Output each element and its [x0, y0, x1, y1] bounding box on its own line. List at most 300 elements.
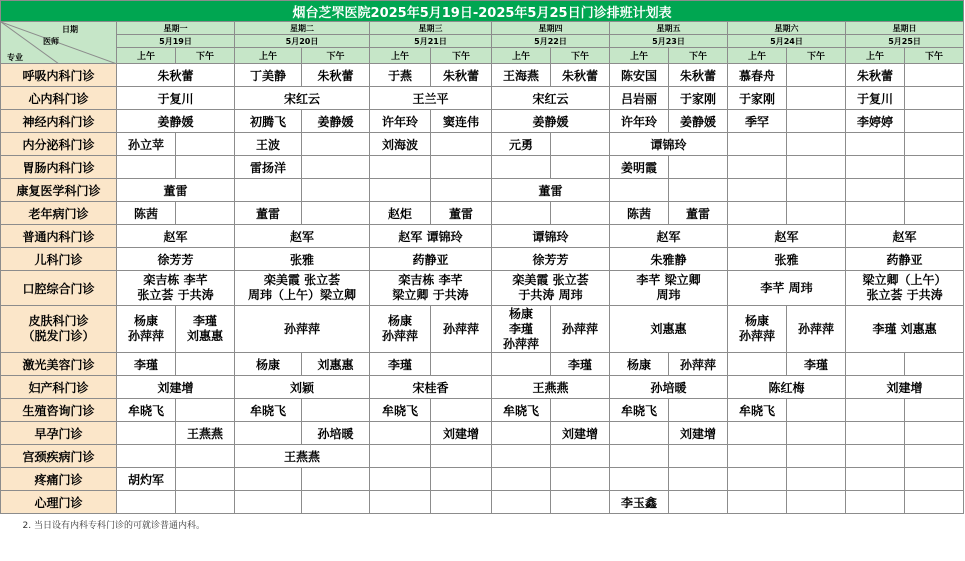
schedule-cell: 董雷 [117, 179, 235, 202]
schedule-cell: 牟晓飞 [492, 399, 551, 422]
schedule-cell [905, 399, 964, 422]
schedule-cell: 牟晓飞 [235, 399, 302, 422]
schedule-row [1, 248, 964, 271]
am-header: 上午 [492, 48, 551, 64]
schedule-cell [610, 271, 728, 306]
schedule-cell: 李瑾 [787, 353, 846, 376]
schedule-cell [846, 306, 964, 353]
schedule-cell [551, 445, 610, 468]
schedule-cell: 于复川 [846, 87, 905, 110]
schedule-cell: 于燕 [370, 64, 431, 87]
schedule-cell [370, 422, 431, 445]
schedule-cell [905, 468, 964, 491]
schedule-cell [431, 306, 492, 353]
doctor-line: 孙萍萍 [283, 321, 320, 336]
corner-dept-label: 专业 [7, 53, 23, 62]
schedule-cell: 刘海波 [370, 133, 431, 156]
schedule-cell [235, 271, 370, 306]
schedule-cell [728, 179, 787, 202]
schedule-cell [492, 422, 551, 445]
schedule-cell: 赵炬 [370, 202, 431, 225]
schedule-cell: 姜明霞 [610, 156, 669, 179]
schedule-cell [846, 179, 905, 202]
schedule-cell [492, 468, 551, 491]
schedule-cell: 赵军 [846, 225, 964, 248]
schedule-cell [787, 156, 846, 179]
schedule-row [1, 202, 964, 225]
schedule-cell [728, 445, 787, 468]
schedule-cell: 杨康 [610, 353, 669, 376]
schedule-cell [176, 468, 235, 491]
schedule-cell [176, 306, 235, 353]
date-header: 5月19日 [117, 35, 235, 48]
schedule-cell [302, 468, 370, 491]
schedule-cell: 朱秋蕾 [551, 64, 610, 87]
schedule-cell [728, 491, 787, 514]
weekday-header: 星期五 [610, 22, 728, 35]
schedule-row [1, 271, 964, 306]
pm-header: 下午 [431, 48, 492, 64]
dept-name: 内分泌科门诊 [1, 133, 117, 156]
schedule-cell [846, 445, 905, 468]
header-corner [1, 22, 117, 64]
am-header: 上午 [728, 48, 787, 64]
schedule-cell: 孙培暖 [302, 422, 370, 445]
schedule-cell [787, 399, 846, 422]
schedule-cell [370, 491, 431, 514]
dept-name: 口腔综合门诊 [1, 271, 117, 306]
schedule-cell [787, 422, 846, 445]
dept-name: 胃肠内科门诊 [1, 156, 117, 179]
schedule-cell [905, 110, 964, 133]
schedule-row [1, 87, 964, 110]
schedule-cell [728, 306, 787, 353]
schedule-cell [302, 156, 370, 179]
date-header: 5月20日 [235, 35, 370, 48]
schedule-cell [370, 445, 431, 468]
schedule-cell: 姜静媛 [669, 110, 728, 133]
dept-name: 生殖咨询门诊 [1, 399, 117, 422]
schedule-cell: 李婷婷 [846, 110, 905, 133]
schedule-cell [176, 156, 235, 179]
schedule-cell [728, 422, 787, 445]
schedule-cell: 孙培暖 [610, 376, 728, 399]
schedule-cell [302, 491, 370, 514]
schedule-cell [610, 306, 728, 353]
schedule-cell [669, 468, 728, 491]
date-header: 5月21日 [370, 35, 492, 48]
doctor-line: 刘惠惠 [650, 321, 687, 336]
schedule-cell: 刘建增 [431, 422, 492, 445]
schedule-cell [176, 445, 235, 468]
doctor-line: 孙萍萍 [502, 336, 539, 351]
schedule-cell: 初腾飞 [235, 110, 302, 133]
dept-name [1, 306, 117, 353]
schedule-row [1, 399, 964, 422]
schedule-cell [728, 468, 787, 491]
schedule-cell [302, 202, 370, 225]
schedule-cell [235, 491, 302, 514]
schedule-cell [302, 179, 370, 202]
schedule-cell [610, 179, 669, 202]
date-header: 5月24日 [728, 35, 846, 48]
schedule-cell: 徐芳芳 [117, 248, 235, 271]
schedule-cell [235, 422, 302, 445]
schedule-cell: 牟晓飞 [610, 399, 669, 422]
schedule-cell [846, 468, 905, 491]
doctor-line: 杨康 [387, 314, 412, 328]
schedule-cell [728, 156, 787, 179]
am-header: 上午 [610, 48, 669, 64]
schedule-cell: 赵军 [728, 225, 846, 248]
schedule-cell [302, 133, 370, 156]
schedule-cell: 刘建增 [117, 376, 235, 399]
schedule-cell [787, 87, 846, 110]
schedule-cell [728, 353, 787, 376]
schedule-cell: 赵军 [235, 225, 370, 248]
schedule-cell [117, 306, 176, 353]
corner-date-label: 日期 [62, 25, 78, 34]
schedule-row [1, 110, 964, 133]
schedule-cell [905, 422, 964, 445]
footnote: 2. 当日设有内科专科门诊的可就诊普通内科。 [22, 520, 205, 531]
schedule-cell: 王燕燕 [176, 422, 235, 445]
schedule-cell: 赵军 [117, 225, 235, 248]
schedule-cell [846, 133, 905, 156]
schedule-row [1, 133, 964, 156]
schedule-cell: 李瑾 [551, 353, 610, 376]
schedule-cell: 雷扬洋 [235, 156, 302, 179]
schedule-cell [846, 399, 905, 422]
dept-name: 神经内科门诊 [1, 110, 117, 133]
schedule-row [1, 225, 964, 248]
schedule-cell [551, 468, 610, 491]
schedule-cell [787, 202, 846, 225]
schedule-cell: 董雷 [235, 202, 302, 225]
doctor-line: 栾吉栋 李芊 [143, 273, 208, 287]
dept-name: 激光美容门诊 [1, 353, 117, 376]
schedule-cell: 丁美静 [235, 64, 302, 87]
schedule-cell: 孙萍萍 [669, 353, 728, 376]
schedule-cell: 赵军 谭锦玲 [370, 225, 492, 248]
schedule-cell [669, 179, 728, 202]
schedule-cell: 元勇 [492, 133, 551, 156]
schedule-cell [492, 156, 551, 179]
schedule-cell [905, 445, 964, 468]
dept-name: 宫颈疾病门诊 [1, 445, 117, 468]
schedule-cell [370, 271, 492, 306]
table-title: 烟台芝罘医院2025年5月19日-2025年5月25日门诊排班计划表 [1, 1, 964, 22]
schedule-cell [787, 468, 846, 491]
schedule-cell [905, 64, 964, 87]
doctor-line: 杨康 [744, 314, 769, 328]
doctor-line: 栾美霞 张立荟 [512, 273, 589, 287]
schedule-cell: 姜静媛 [117, 110, 235, 133]
schedule-cell: 姜静媛 [492, 110, 610, 133]
pm-header: 下午 [787, 48, 846, 64]
doctor-line: 刘惠惠 [186, 329, 223, 343]
doctor-line: 李瑾 [508, 321, 533, 336]
schedule-cell: 药静亚 [846, 248, 964, 271]
schedule-row [1, 156, 964, 179]
schedule-cell [787, 491, 846, 514]
schedule-cell [117, 156, 176, 179]
schedule-cell: 窦连伟 [431, 110, 492, 133]
doctor-line: 杨康 [508, 306, 533, 321]
schedule-cell: 陈茜 [610, 202, 669, 225]
schedule-cell: 季罕 [728, 110, 787, 133]
schedule-cell [669, 491, 728, 514]
schedule-cell: 宋桂香 [370, 376, 492, 399]
doctor-line: 李瑾 [192, 314, 217, 328]
schedule-cell [176, 353, 235, 376]
schedule-cell [905, 491, 964, 514]
doctor-line: 张立荟 于共涛 [866, 288, 943, 302]
schedule-cell: 于家刚 [728, 87, 787, 110]
schedule-cell [431, 179, 492, 202]
schedule-cell [431, 445, 492, 468]
doctor-line: 李芊 梁立卿 [636, 273, 701, 287]
schedule-cell [431, 156, 492, 179]
schedule-cell: 王燕燕 [492, 376, 610, 399]
schedule-cell [846, 202, 905, 225]
schedule-cell [551, 491, 610, 514]
schedule-cell [787, 179, 846, 202]
dept-subname-line: （脱发门诊） [22, 329, 95, 343]
date-header: 5月23日 [610, 35, 728, 48]
schedule-cell: 张雅 [235, 248, 370, 271]
schedule-cell [787, 64, 846, 87]
schedule-cell [846, 491, 905, 514]
schedule-cell [787, 306, 846, 353]
am-header: 上午 [235, 48, 302, 64]
schedule-cell [905, 202, 964, 225]
schedule-cell [370, 468, 431, 491]
schedule-cell: 朱秋蕾 [846, 64, 905, 87]
date-header: 5月25日 [846, 35, 964, 48]
schedule-cell: 刘建增 [551, 422, 610, 445]
schedule-row [1, 353, 964, 376]
schedule-cell: 刘建增 [846, 376, 964, 399]
schedule-row [1, 445, 964, 468]
schedule-cell [176, 133, 235, 156]
schedule-cell: 朱秋蕾 [117, 64, 235, 87]
doctor-line: 孙萍萍 [561, 321, 598, 336]
schedule-cell: 许年玲 [610, 110, 669, 133]
doctor-line: 梁立卿 于共涛 [392, 288, 469, 302]
am-header: 上午 [846, 48, 905, 64]
schedule-cell [492, 271, 610, 306]
doctor-line: 孙萍萍 [381, 329, 418, 343]
schedule-cell [492, 445, 551, 468]
schedule-cell [846, 353, 905, 376]
schedule-cell: 王海燕 [492, 64, 551, 87]
schedule-cell [905, 87, 964, 110]
weekday-header: 星期二 [235, 22, 370, 35]
schedule-cell [492, 306, 551, 353]
schedule-cell [431, 468, 492, 491]
schedule-cell [669, 156, 728, 179]
date-header: 5月22日 [492, 35, 610, 48]
dept-name: 康复医学科门诊 [1, 179, 117, 202]
schedule-cell [302, 399, 370, 422]
pm-header: 下午 [905, 48, 964, 64]
schedule-cell [370, 306, 431, 353]
schedule-cell [431, 133, 492, 156]
schedule-cell: 宋红云 [235, 87, 370, 110]
schedule-cell: 董雷 [669, 202, 728, 225]
schedule-cell [370, 156, 431, 179]
schedule-cell [905, 353, 964, 376]
schedule-cell [117, 271, 235, 306]
doctor-line: 李芊 周玮 [760, 280, 813, 295]
schedule-cell [370, 179, 431, 202]
schedule-row [1, 422, 964, 445]
schedule-cell [235, 306, 370, 353]
schedule-cell: 宋红云 [492, 87, 610, 110]
schedule-row [1, 179, 964, 202]
schedule-cell [728, 202, 787, 225]
schedule-cell [235, 468, 302, 491]
doctor-line: 栾吉栋 李芊 [398, 273, 463, 287]
am-header: 上午 [370, 48, 431, 64]
schedule-cell [905, 179, 964, 202]
doctor-line: 梁立卿（上午） [862, 273, 947, 287]
doctor-line: 孙萍萍 [738, 329, 775, 343]
schedule-cell: 于复川 [117, 87, 235, 110]
doctor-line: 孙萍萍 [797, 321, 834, 336]
schedule-cell: 于家刚 [669, 87, 728, 110]
schedule-cell [551, 399, 610, 422]
dept-name: 心理门诊 [1, 491, 117, 514]
doctor-line: 周玮 [656, 288, 681, 302]
schedule-cell: 刘建增 [669, 422, 728, 445]
schedule-row [1, 468, 964, 491]
schedule-cell: 陈红梅 [728, 376, 846, 399]
schedule-cell [117, 422, 176, 445]
schedule-cell [728, 133, 787, 156]
doctor-line: 杨康 [133, 314, 158, 328]
schedule-cell [551, 156, 610, 179]
schedule-cell [492, 353, 551, 376]
schedule-cell [551, 202, 610, 225]
schedule-cell: 李瑾 [370, 353, 431, 376]
schedule-cell [787, 445, 846, 468]
dept-name: 儿科门诊 [1, 248, 117, 271]
schedule-cell: 胡灼军 [117, 468, 176, 491]
schedule-cell: 王兰平 [370, 87, 492, 110]
schedule-cell [669, 399, 728, 422]
schedule-cell: 药静亚 [370, 248, 492, 271]
schedule-cell [431, 353, 492, 376]
schedule-cell: 张雅 [728, 248, 846, 271]
weekday-header: 星期一 [117, 22, 235, 35]
doctor-line: 孙萍萍 [127, 329, 164, 343]
schedule-row [1, 376, 964, 399]
schedule-cell [551, 306, 610, 353]
schedule-row [1, 64, 964, 87]
schedule-cell [492, 202, 551, 225]
doctor-line: 于共涛 周玮 [518, 288, 583, 302]
weekday-header: 星期四 [492, 22, 610, 35]
schedule-cell: 李玉鑫 [610, 491, 669, 514]
schedule-cell: 赵军 [610, 225, 728, 248]
schedule-cell [235, 179, 302, 202]
schedule-cell: 许年玲 [370, 110, 431, 133]
dept-name: 妇产科门诊 [1, 376, 117, 399]
doctor-line: 张立荟 于共涛 [137, 288, 214, 302]
schedule-cell: 刘颖 [235, 376, 370, 399]
schedule-cell [551, 133, 610, 156]
schedule-cell [905, 156, 964, 179]
schedule-cell [905, 133, 964, 156]
dept-name: 早孕门诊 [1, 422, 117, 445]
schedule-cell [117, 491, 176, 514]
schedule-cell: 董雷 [431, 202, 492, 225]
doctor-line: 孙萍萍 [442, 321, 479, 336]
dept-name-line: 皮肤科门诊 [28, 314, 89, 328]
schedule-cell [431, 399, 492, 422]
schedule-cell: 杨康 [235, 353, 302, 376]
schedule-cell [610, 468, 669, 491]
schedule-cell: 陈安国 [610, 64, 669, 87]
schedule-cell [846, 422, 905, 445]
dept-name: 呼吸内科门诊 [1, 64, 117, 87]
schedule-cell [431, 491, 492, 514]
schedule-cell: 朱雅静 [610, 248, 728, 271]
pm-header: 下午 [302, 48, 370, 64]
pm-header: 下午 [551, 48, 610, 64]
schedule-cell: 董雷 [492, 179, 610, 202]
schedule-cell: 牟晓飞 [117, 399, 176, 422]
doctor-line: 李瑾 刘惠惠 [872, 321, 937, 336]
pm-header: 下午 [176, 48, 235, 64]
pm-header: 下午 [669, 48, 728, 64]
schedule-cell: 朱秋蕾 [431, 64, 492, 87]
doctor-line: 栾美霞 张立荟 [263, 273, 341, 287]
schedule-cell: 牟晓飞 [728, 399, 787, 422]
schedule-row [1, 491, 964, 514]
schedule-cell: 刘惠惠 [302, 353, 370, 376]
schedule-cell: 慕春舟 [728, 64, 787, 87]
schedule-cell [176, 491, 235, 514]
weekday-header: 星期六 [728, 22, 846, 35]
schedule-cell [846, 271, 964, 306]
schedule-row [1, 306, 964, 353]
schedule-cell: 朱秋蕾 [669, 64, 728, 87]
schedule-cell: 姜静媛 [302, 110, 370, 133]
schedule-cell: 李瑾 [117, 353, 176, 376]
schedule-cell [176, 202, 235, 225]
dept-name: 疼痛门诊 [1, 468, 117, 491]
dept-name: 老年病门诊 [1, 202, 117, 225]
schedule-cell: 牟晓飞 [370, 399, 431, 422]
schedule-cell: 谭锦玲 [492, 225, 610, 248]
schedule-cell: 王波 [235, 133, 302, 156]
schedule-cell [117, 445, 176, 468]
schedule-cell [787, 133, 846, 156]
dept-name: 普通内科门诊 [1, 225, 117, 248]
am-header: 上午 [117, 48, 176, 64]
weekday-header: 星期三 [370, 22, 492, 35]
schedule-cell [610, 445, 669, 468]
schedule-cell: 徐芳芳 [492, 248, 610, 271]
dept-name: 心内科门诊 [1, 87, 117, 110]
schedule-cell: 吕岩丽 [610, 87, 669, 110]
schedule-cell [846, 156, 905, 179]
schedule-cell: 陈茜 [117, 202, 176, 225]
schedule-cell [492, 491, 551, 514]
